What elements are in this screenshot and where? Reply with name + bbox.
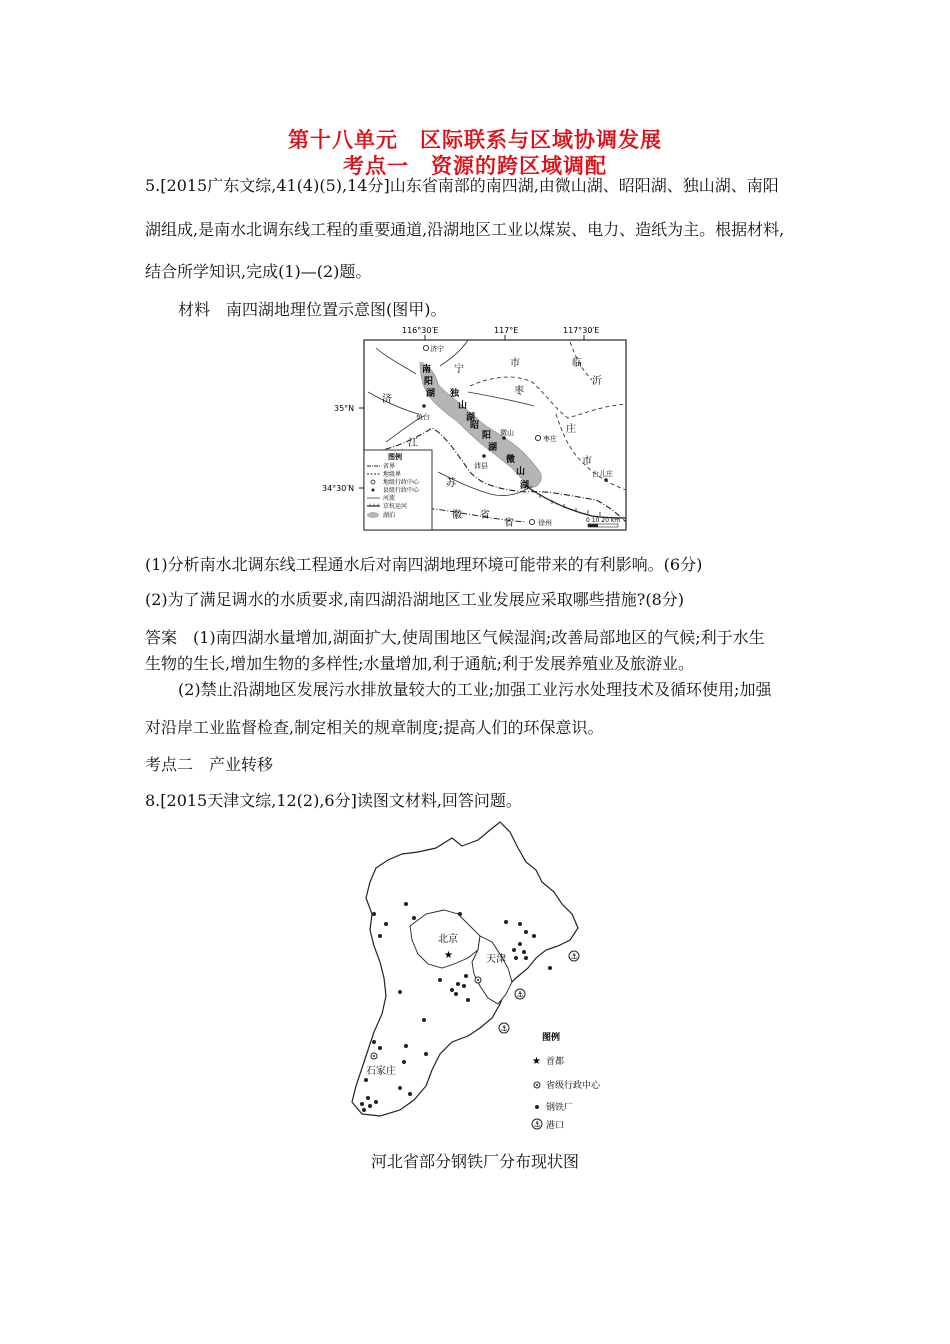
lake-dushan-3: 湖 xyxy=(466,413,476,423)
legend-canal-label: 京杭运河 xyxy=(383,503,408,510)
lon-label-3: 117°30′E xyxy=(563,326,600,335)
map2-caption: 河北省部分钢铁厂分布现状图 xyxy=(370,1152,579,1171)
tianjin-label: 天津 xyxy=(486,954,506,965)
legend-port-icon xyxy=(532,1119,542,1129)
region-char-shi2: 市 xyxy=(582,456,592,467)
material-caption: 材料 南四湖地理位置示意图(图甲)。 xyxy=(178,300,447,319)
lake-nanyang-2: 阳 xyxy=(424,377,434,387)
answer-line-1: 答案 (1)南四湖水量增加,湖面扩大,使周围地区气候湿润;改善局部地区的气候;利于水生 xyxy=(145,628,765,647)
region-char-ji: 济 xyxy=(382,394,392,405)
legend-steel-icon xyxy=(535,1105,539,1109)
sub-question-1: (1)分析南水北调东线工程通水后对南四湖地理环境可能带来的有利影响。(6分) xyxy=(145,555,703,574)
legend-lake-swatch xyxy=(367,512,379,518)
beijing-star-icon: ★ xyxy=(444,950,453,961)
q5-line-1: 5.[2015广东文综,41(4)(5),14分]山东省南部的南四湖,由微山湖、昭阳湖、独山湖、南阳 xyxy=(145,176,779,195)
answer-line-3: (2)禁止沿湖地区发展污水排放量较大的工业;加强工业污水处理技术及循环使用;加强 xyxy=(178,680,772,699)
lake-dushan-1: 独 xyxy=(450,389,460,399)
xuzhou-label: 徐州 xyxy=(538,519,552,527)
xuzhou-marker xyxy=(529,519,534,524)
legend-steel-label: 钢铁厂 xyxy=(546,1103,574,1113)
weishan-label: 微山 xyxy=(500,429,514,437)
region-char-sheng: 省 xyxy=(480,510,490,521)
region-char-zhuang: 庄 xyxy=(566,424,576,435)
legend-capital-icon: ★ xyxy=(532,1056,541,1067)
scale-bar-label: 0 10 20 km xyxy=(586,517,621,524)
legend-port-label: 港口 xyxy=(546,1121,565,1130)
port-icon xyxy=(515,989,525,999)
q5-line-2: 湖组成,是南水北调东线工程的重要通道,沿湖地区工业以煤炭、电力、造纸为主。根据材料, xyxy=(145,220,785,239)
lake-zhaoyang-3: 湖 xyxy=(488,443,498,453)
point-title: 考点一 资源的跨区域调配 xyxy=(343,154,607,178)
taierzhuang-label: 台儿庄 xyxy=(592,470,613,478)
region-char-zao: 枣 xyxy=(514,386,524,397)
lon-label-2: 117°E xyxy=(494,326,519,335)
region-char-su: 苏 xyxy=(446,478,456,489)
map2-legend-title: 图例 xyxy=(542,1033,561,1043)
legend-prefecture-center-marker xyxy=(371,480,375,484)
port-icon xyxy=(569,951,579,961)
region-char-ning: 宁 xyxy=(454,364,464,375)
svg-text:⚓: ⚓ xyxy=(533,1120,541,1129)
lon-label-1: 116°30′E xyxy=(402,326,439,335)
region-char-sheng2: 省 xyxy=(504,518,514,529)
shijiazhuang-marker-dot xyxy=(373,1055,375,1057)
region-char-jiang: 江 xyxy=(408,438,418,449)
legend-county-center-marker xyxy=(372,489,375,492)
region-char-hui: 徽 xyxy=(452,510,462,521)
region-char-yi: 沂 xyxy=(592,376,602,387)
legend-provincial-icon-dot xyxy=(536,1084,538,1086)
shijiazhuang-label: 石家庄 xyxy=(366,1066,396,1077)
scale-bar-fill xyxy=(588,524,598,527)
lake-zhaoyang-2: 阳 xyxy=(482,431,492,441)
q8-prompt: 8.[2015天津文综,12(2),6分]读图文材料,回答问题。 xyxy=(145,791,522,810)
port-icon xyxy=(499,1023,509,1033)
legend-lake-label: 湖泊 xyxy=(383,512,396,519)
yutai-marker xyxy=(422,404,426,408)
lake-nanyang-1: 南 xyxy=(422,365,432,375)
peixian-label: 沛县 xyxy=(474,462,488,470)
taierzhuang-marker xyxy=(604,478,608,482)
zaozhuang-marker xyxy=(535,435,540,440)
legend-river-label: 河流 xyxy=(383,495,396,502)
beijing-label: 北京 xyxy=(438,934,458,945)
legend-county-center-label: 县级行政中心 xyxy=(383,487,420,494)
tianjin-marker-dot xyxy=(477,979,479,981)
q5-line-3: 结合所学知识,完成(1)—(2)题。 xyxy=(145,262,372,281)
lake-dushan-2: 山 xyxy=(458,401,468,411)
answer-line-2: 生物的生长,增加生物的多样性;水量增加,利于通航;利于发展养殖业及旅游业。 xyxy=(145,654,694,673)
lat-label-1: 35°N xyxy=(334,404,355,413)
nansi-lake-map xyxy=(320,322,632,534)
legend-province-label: 省界 xyxy=(383,463,396,470)
svg-text:⚓: ⚓ xyxy=(516,990,524,999)
lat-label-2: 34°30′N xyxy=(322,484,355,493)
lake-weishan-1: 微 xyxy=(506,455,516,465)
lake-zhaoyang-1: 昭 xyxy=(470,421,480,431)
svg-text:⚓: ⚓ xyxy=(500,1024,508,1033)
lake-weishan-3: 湖 xyxy=(520,481,530,491)
legend-prefecture-label: 地级界 xyxy=(383,471,402,478)
svg-text:⚓: ⚓ xyxy=(570,952,578,961)
map1-legend-title: 图例 xyxy=(388,453,402,461)
legend-provincial-label: 省级行政中心 xyxy=(546,1081,601,1091)
lake-nanyang-3: 湖 xyxy=(426,389,436,399)
lake-weishan-2: 山 xyxy=(516,467,526,477)
peixian-marker xyxy=(482,454,486,458)
legend-prefecture-center-label: 地级行政中心 xyxy=(383,479,420,486)
jining-label: 济宁 xyxy=(430,345,444,353)
legend-capital-label: 首都 xyxy=(546,1057,565,1067)
unit-title: 第十八单元 区际联系与区域协调发展 xyxy=(288,128,662,152)
answer-line-4: 对沿岸工业监督检查,制定相关的规章制度;提高人们的环保意识。 xyxy=(145,718,604,737)
sub-question-2: (2)为了满足调水的水质要求,南四湖沿湖地区工业发展应采取哪些措施?(8分) xyxy=(145,590,684,609)
region-char-shi: 市 xyxy=(510,358,520,369)
section-2-heading: 考点二 产业转移 xyxy=(145,755,274,774)
zaozhuang-label: 枣庄 xyxy=(543,435,557,443)
hebei-steel-map xyxy=(340,818,640,1130)
yutai-label: 鱼台 xyxy=(416,413,430,421)
region-char-lin: 临 xyxy=(572,358,582,369)
jining-marker xyxy=(423,345,428,350)
